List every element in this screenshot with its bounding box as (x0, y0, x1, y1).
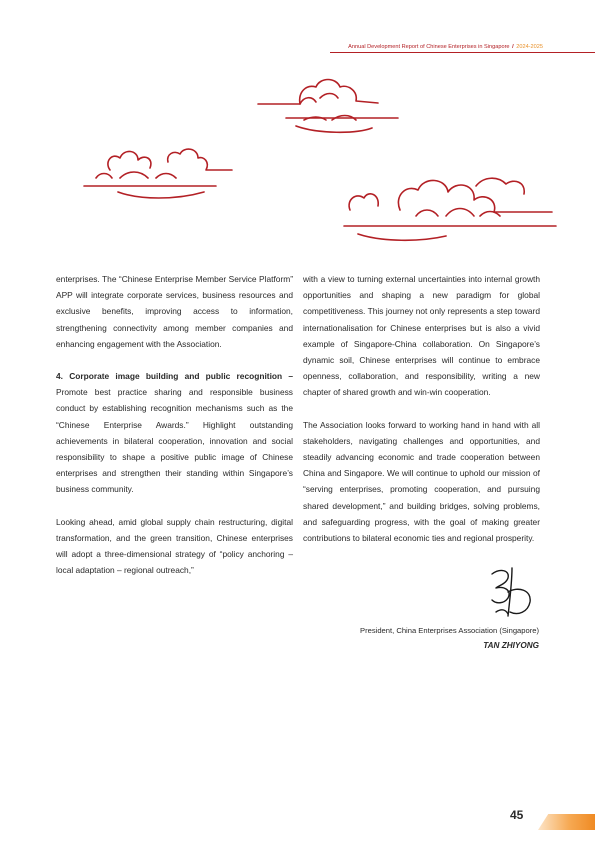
cloud-left (84, 149, 232, 198)
text-column-right (303, 271, 540, 562)
header-separator: / (512, 44, 514, 50)
paragraph-body: Promote best practice sharing and responsible business conduct by establishing recognition mechanisms such as the “Chinese Enterprise Awards.” Highlight outstanding achievements in bilateral cooperation, innovation and social responsibility to shape a positive public image of Chinese enterprises and strengthen their standing within Singapore’s business community. (56, 387, 293, 495)
cloud-top (258, 80, 398, 133)
paragraph-lead: 4. Corporate image building and public recognition – (56, 371, 293, 382)
paragraph: enterprises. The “Chinese Enterprise Member Service Platform” APP will integrate corporate services, business resources and exclusive benefits, improving access to information, strengthening connectivity among member companies and enhancing engagement with the Association. (56, 274, 293, 349)
header-year: 2024-2025 (516, 44, 543, 50)
cloud-right (344, 178, 556, 240)
signatory-title: President, China Enterprises Association (Singapore) (360, 626, 539, 635)
paragraph: with a view to turning external uncertainties into internal growth opportunities and shaping a new paradigm for global competitiveness. This journey not only represents a step toward internationalisation for Chinese enterprises but is also a vivid example of Singapore-China collaboration. On Singapore’s dynamic soil, Chinese enterprises will continue to embrace openness, collaboration, and responsibility, writing a new chapter of shared growth and win-win cooperation. (303, 274, 540, 398)
page-number: 45 (510, 808, 524, 822)
decorative-clouds-illustration (0, 60, 595, 260)
signatory-name: TAN ZHIYONG (483, 641, 539, 650)
paragraph (56, 368, 293, 498)
header-rule (330, 52, 595, 53)
header-title: Annual Development Report of Chinese Enterprises in Singapore (348, 44, 510, 50)
running-header (348, 44, 543, 50)
footer-accent-bar (538, 814, 595, 830)
handwritten-signature (478, 562, 548, 624)
paragraph: The Association looks forward to working hand in hand with all stakeholders, navigating challenges and opportunities, and steadily advancing economic and trade cooperation between China and Singapore. We will continue to uphold our mission of “serving enterprises, promoting cooperation, and pursuing shared development,” and building bridges, solving problems, and safeguarding progress, with the goal of making greater contributions to bilateral economic ties and regional prosperity. (303, 419, 540, 544)
paragraph: Looking ahead, amid global supply chain restructuring, digital transformation, and the green transition, Chinese enterprises will adopt a three-dimensional strategy of “policy anchoring – local adaptation – regional outreach,” (56, 516, 293, 576)
text-column-left (56, 271, 293, 594)
